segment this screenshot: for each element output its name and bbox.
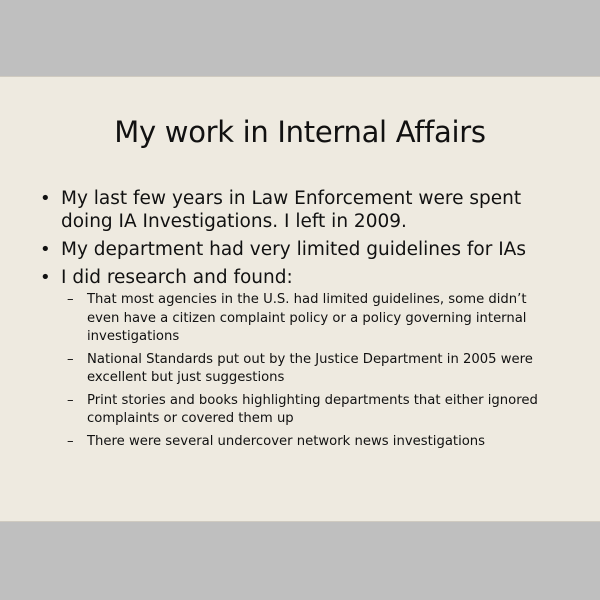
bullet-item <box>40 266 570 451</box>
sub-bullet-marker: – <box>67 292 74 307</box>
sub-bullet-item <box>67 291 557 347</box>
sub-bullet-text: That most agencies in the U.S. had limited guidelines, some didn’t even have a citizen complaint policy or a policy governing internal investigations <box>87 292 527 344</box>
bullet-item <box>40 238 570 261</box>
sub-bullet-item <box>67 351 557 388</box>
slide-title: My work in Internal Affairs <box>114 115 486 149</box>
bullet-text: I did research and found: <box>61 267 293 288</box>
sub-bullet-marker: – <box>67 351 74 367</box>
sub-bullet-list <box>67 291 570 451</box>
sub-bullet-item <box>67 392 557 429</box>
bullet-list <box>40 187 570 456</box>
sub-bullet-marker: – <box>67 433 74 449</box>
sub-bullet-text: There were several undercover network news investigations <box>87 433 486 449</box>
sub-bullet-item <box>67 433 557 452</box>
sub-bullet-text: National Standards put out by the Justice Department in 2005 were excellent but just suggestions <box>87 351 533 385</box>
bullet-marker: • <box>40 267 51 288</box>
bullet-marker: • <box>40 188 51 209</box>
sub-bullet-marker: – <box>67 392 74 408</box>
bullet-marker: • <box>40 239 51 260</box>
bullet-text: My last few years in Law Enforcement were spent doing IA Investigations. I left in 2009. <box>61 188 522 232</box>
sub-bullet-text: Print stories and books highlighting departments that either ignored complaints or covered them up <box>87 392 538 426</box>
bullet-text: My department had very limited guidelines for IAs <box>61 239 526 260</box>
slide <box>0 76 600 522</box>
bullet-item <box>40 187 570 233</box>
